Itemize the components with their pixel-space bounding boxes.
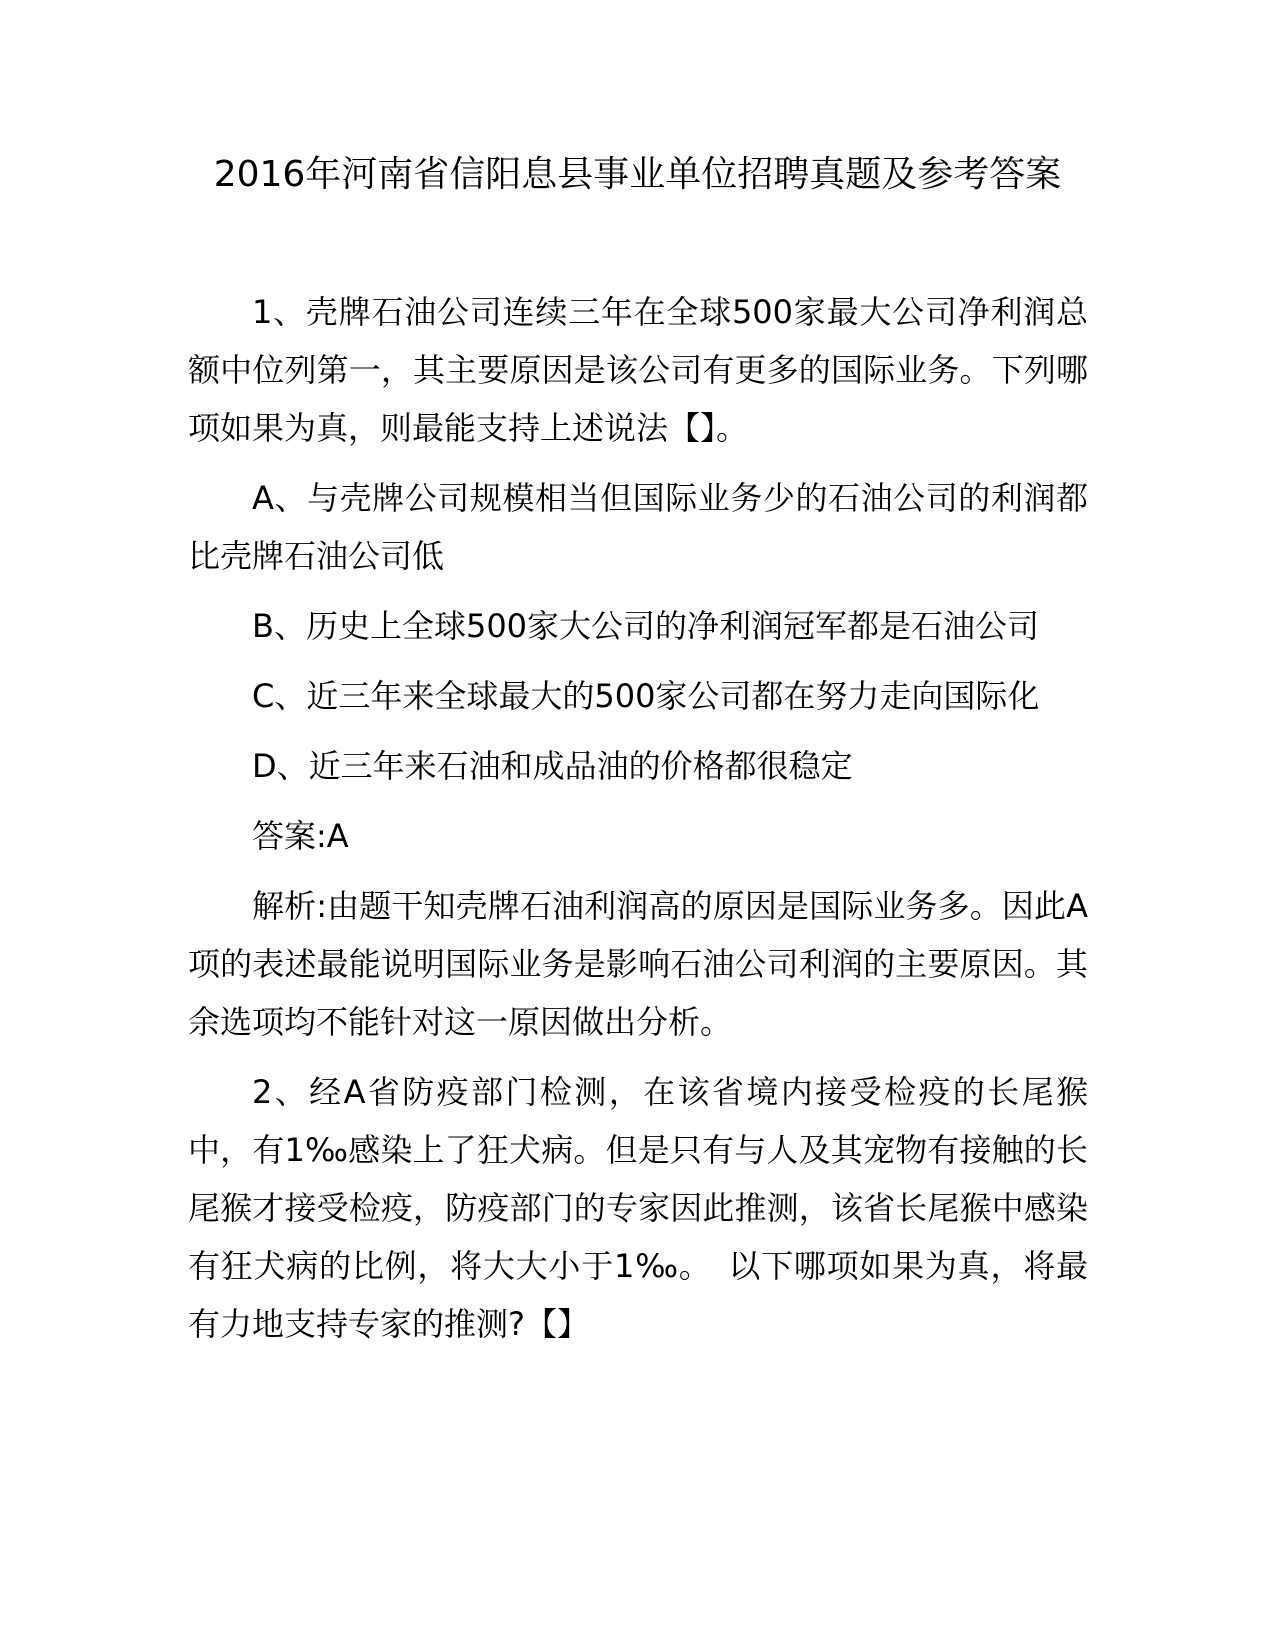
document-body xyxy=(188,283,1088,1365)
document-title: 2016年河南省信阳息县事业单位招聘真题及参考答案 xyxy=(213,154,1062,195)
question-1-analysis: 解析:由题干知壳牌石油利润高的原因是国际业务多。因此A项的表述最能说明国际业务是影响石油公司利润的主要原因。其余选项均不能针对这一原因做出分析。 xyxy=(188,887,1088,1041)
question-1-option-d: D、近三年来石油和成品油的价格都很稳定 xyxy=(252,747,853,785)
question-1-answer: 答案:A xyxy=(252,817,349,855)
question-1-option-a: A、与壳牌公司规模相当但国际业务少的石油公司的利润都比壳牌石油公司低 xyxy=(188,479,1088,575)
question-1-option-c: C、近三年来全球最大的500家公司都在努力走向国际化 xyxy=(252,677,1040,715)
question-1-option-b: B、历史上全球500家大公司的净利润冠军都是石油公司 xyxy=(252,607,1040,645)
question-1-stem: 1、壳牌石油公司连续三年在全球500家最大公司净利润总额中位列第一，其主要原因是该公司有更多的国际业务。下列哪项如果为真，则最能支持上述说法【】。 xyxy=(188,293,1088,447)
question-2-stem: 2、经A省防疫部门检测，在该省境内接受检疫的长尾猴中，有1‰感染上了狂犬病。但是只有与人及其宠物有接触的长尾猴才接受检疫，防疫部门的专家因此推测，该省长尾猴中感染有狂犬病的比例，将大大小于1‰。 以下哪项如果为真，将最有力地支持专家的推测?【】 xyxy=(188,1073,1088,1343)
